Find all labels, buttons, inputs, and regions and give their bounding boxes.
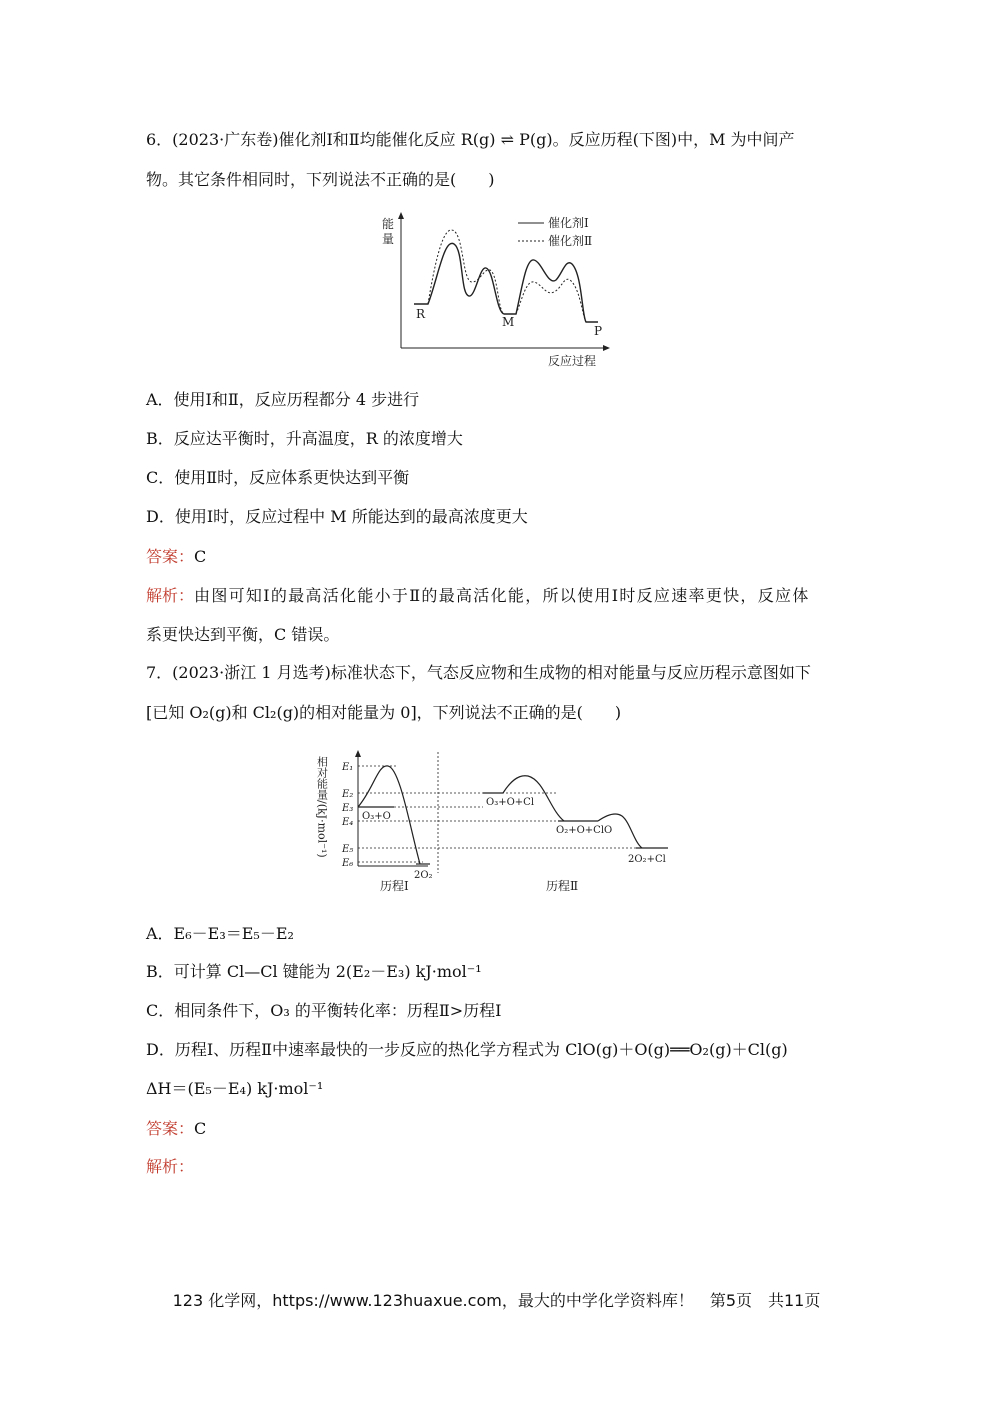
q7-answer [146, 1119, 206, 1139]
q7-energy-diagram [315, 748, 678, 898]
q7-species-2o2: 2O₂ [414, 870, 433, 881]
q7-level-E5: E₅ [342, 844, 354, 855]
q6-answer [146, 547, 206, 567]
q6-curve-catalyst-1 [414, 243, 598, 322]
q7-level-E2: E₂ [342, 789, 354, 800]
q7-level-E4: E₄ [342, 817, 354, 828]
q7-analysis [146, 1157, 194, 1177]
q7-analysis-label: 解析： [146, 1157, 195, 1176]
q6-stem-line1: 6．(2023·广东卷)催化剂Ⅰ和Ⅱ均能催化反应 R(g) ⇌ P(g)。反应历程(下图)中，M 为中间产 [146, 130, 795, 149]
q6-option-a: A．使用Ⅰ和Ⅱ，反应历程都分 4 步进行 [146, 390, 420, 409]
q7-path2-label: 历程Ⅱ [546, 879, 579, 893]
q7-option-b: B．可计算 Cl—Cl 键能为 2(E₂－E₃) kJ·mol⁻¹ [146, 962, 482, 981]
q6-option-c: C．使用Ⅱ时，反应体系更快达到平衡 [146, 468, 410, 487]
q6-analysis-text1: 由图可知Ⅰ的最高活化能小于Ⅱ的最高活化能，所以使用Ⅰ时反应速率更快，反应体 [194, 586, 810, 605]
q7-stem-line2: [已知 O₂(g)和 Cl₂(g)的相对能量为 0]，下列说法不正确的是( ) [146, 703, 622, 722]
q7-species-o3-o: O₃+O [362, 811, 391, 822]
q7-answer-label: 答案： [146, 1119, 195, 1138]
q6-point-M: M [502, 315, 515, 329]
q6-analysis-label: 解析： [146, 586, 195, 605]
q7-stem-line1: 7．(2023·浙江 1 月选考)标准状态下，气态反应物和生成物的相对能量与反应历程示意图如下 [146, 663, 811, 682]
q6-analysis-line1 [146, 586, 810, 606]
q7-ylabel: 相对能量/(kJ·mol⁻¹) [315, 756, 329, 858]
page-footer: 123 化学网，https://www.123huaxue.com，最大的中学化学资料库！ 第5页 共11页 [172, 1291, 821, 1310]
q6-xlabel: 反应过程 [548, 354, 597, 368]
q7-level-E1: E₁ [342, 762, 354, 773]
q7-level-E3: E₃ [342, 803, 354, 814]
q6-energy-diagram [376, 208, 616, 373]
q6-option-b: B．反应达平衡时，升高温度，R 的浓度增大 [146, 429, 463, 448]
q6-point-P: P [594, 324, 603, 338]
q7-path1-label: 历程Ⅰ [380, 879, 409, 893]
q6-analysis-line2: 系更快达到平衡，C 错误。 [146, 625, 340, 644]
q6-answer-value: C [194, 547, 207, 566]
q7-species-2o2-cl: 2O₂+Cl [628, 854, 666, 865]
q6-answer-label: 答案： [146, 547, 195, 566]
q6-stem-line2: 物。其它条件相同时，下列说法不正确的是( ) [146, 170, 495, 189]
q6-legend-2: 催化剂Ⅱ [548, 234, 593, 248]
q6-point-R: R [416, 307, 426, 321]
q7-level-E6: E₆ [342, 858, 354, 869]
q7-option-d-cont: ΔH＝(E₅－E₄) kJ·mol⁻¹ [146, 1079, 324, 1098]
q6-ylabel-1: 能 [382, 217, 395, 231]
q7-option-d: D．历程Ⅰ、历程Ⅱ中速率最快的一步反应的热化学方程式为 ClO(g)＋O(g)══O₂(g)＋Cl(g) [146, 1040, 788, 1059]
q7-species-o2-o-clo: O₂+O+ClO [556, 825, 613, 836]
q7-species-o3-o-cl: O₃+O+Cl [486, 797, 535, 808]
q7-answer-value: C [194, 1119, 207, 1138]
q6-legend-1: 催化剂Ⅰ [548, 216, 589, 230]
q7-option-c: C．相同条件下，O₃ 的平衡转化率：历程Ⅱ>历程Ⅰ [146, 1001, 502, 1020]
q6-ylabel-2: 量 [382, 232, 395, 246]
q6-option-d: D．使用Ⅰ时，反应过程中 M 所能达到的最高浓度更大 [146, 507, 528, 526]
q7-option-a: A．E₆－E₃＝E₅－E₂ [146, 924, 294, 943]
